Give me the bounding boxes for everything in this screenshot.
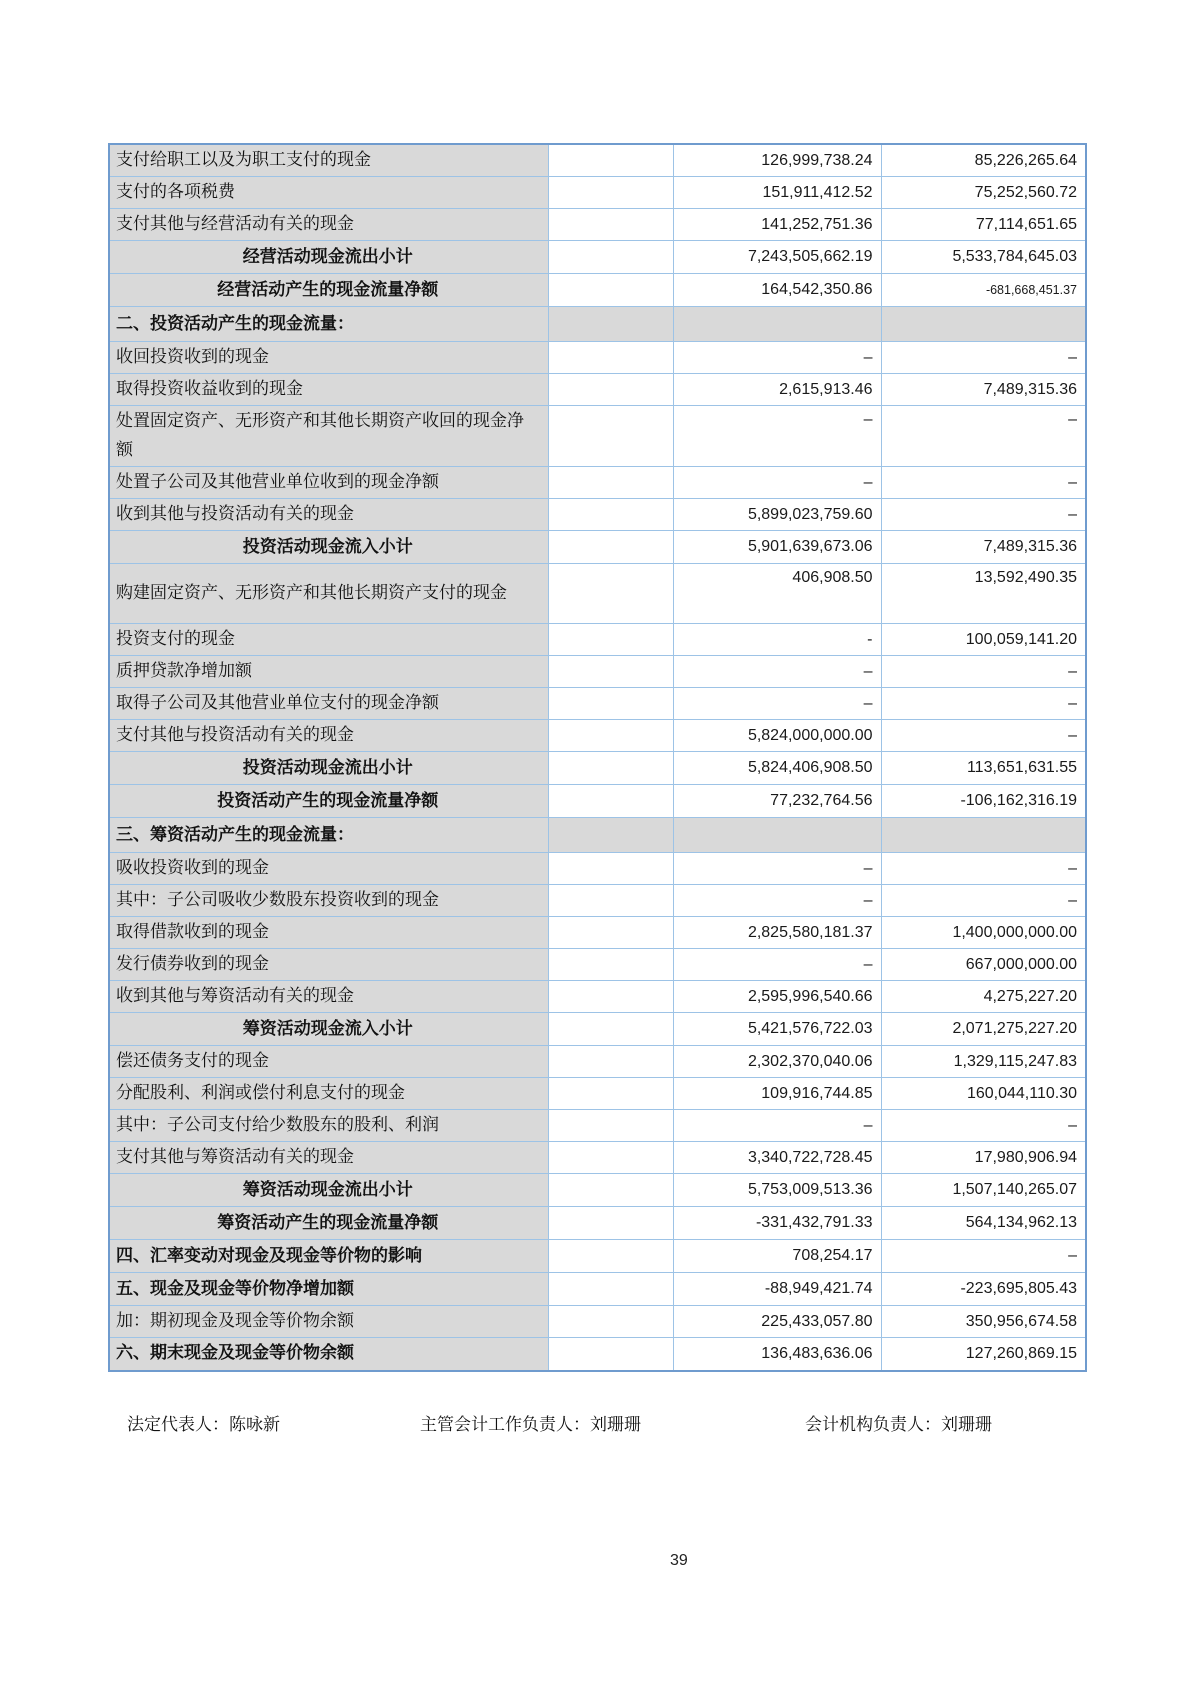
value-prior-period: 7,489,315.36 (881, 374, 1086, 406)
value-current-period: – (673, 949, 881, 981)
row-label: 取得子公司及其他营业单位支付的现金净额 (109, 688, 548, 720)
value-prior-period: – (881, 720, 1086, 752)
table-row (109, 307, 1086, 342)
value-prior-period: – (881, 342, 1086, 374)
value-current-period: 141,252,751.36 (673, 209, 881, 241)
value-prior-period: 7,489,315.36 (881, 531, 1086, 564)
row-label: 支付其他与经营活动有关的现金 (109, 209, 548, 241)
value-current-period: – (673, 467, 881, 499)
notes-cell (548, 499, 673, 531)
notes-cell (548, 1078, 673, 1110)
notes-cell (548, 981, 673, 1013)
value-prior-period: 85,226,265.64 (881, 144, 1086, 177)
table-row (109, 177, 1086, 209)
value-prior-period: – (881, 499, 1086, 531)
table-row (109, 1240, 1086, 1273)
signature-line (0, 1410, 1200, 1436)
value-current-period: 77,232,764.56 (673, 785, 881, 818)
value-current-period: – (673, 342, 881, 374)
value-current-period: 7,243,505,662.19 (673, 241, 881, 274)
table-row (109, 981, 1086, 1013)
value-prior-period: 5,533,784,645.03 (881, 241, 1086, 274)
value-prior-period: 127,260,869.15 (881, 1338, 1086, 1371)
row-label: 四、汇率变动对现金及现金等价物的影响 (109, 1240, 548, 1273)
notes-cell (548, 656, 673, 688)
row-label: 支付其他与筹资活动有关的现金 (109, 1142, 548, 1174)
value-current-period: 225,433,057.80 (673, 1306, 881, 1338)
table-row (109, 406, 1086, 467)
row-label: 收到其他与筹资活动有关的现金 (109, 981, 548, 1013)
row-label: 投资活动现金流入小计 (109, 531, 548, 564)
row-label: 处置固定资产、无形资产和其他长期资产收回的现金净额 (109, 406, 548, 467)
row-label: 取得借款收到的现金 (109, 917, 548, 949)
notes-cell (548, 531, 673, 564)
notes-cell (548, 406, 673, 467)
value-current-period: 3,340,722,728.45 (673, 1142, 881, 1174)
row-label: 支付的各项税费 (109, 177, 548, 209)
value-prior-period: -106,162,316.19 (881, 785, 1086, 818)
cash-flow-table-body (109, 144, 1086, 1371)
value-current-period: – (673, 688, 881, 720)
notes-cell (548, 342, 673, 374)
table-row (109, 499, 1086, 531)
table-row (109, 818, 1086, 853)
row-label: 投资活动现金流出小计 (109, 752, 548, 785)
table-row (109, 1207, 1086, 1240)
table-row (109, 885, 1086, 917)
value-prior-period: – (881, 885, 1086, 917)
value-prior-period: 113,651,631.55 (881, 752, 1086, 785)
row-label: 其中：子公司吸收少数股东投资收到的现金 (109, 885, 548, 917)
table-row (109, 209, 1086, 241)
value-current-period (673, 818, 881, 853)
table-row (109, 1338, 1086, 1371)
row-label: 二、投资活动产生的现金流量： (109, 307, 548, 342)
value-current-period: - (673, 624, 881, 656)
value-prior-period: -681,668,451.37 (881, 274, 1086, 307)
value-current-period: 5,824,000,000.00 (673, 720, 881, 752)
notes-cell (548, 177, 673, 209)
table-row (109, 949, 1086, 981)
table-row (109, 564, 1086, 624)
table-row (109, 1078, 1086, 1110)
row-label: 收到其他与投资活动有关的现金 (109, 499, 548, 531)
table-row (109, 752, 1086, 785)
value-prior-period: 75,252,560.72 (881, 177, 1086, 209)
table-row (109, 785, 1086, 818)
value-current-period: 2,302,370,040.06 (673, 1046, 881, 1078)
table-row (109, 656, 1086, 688)
value-prior-period: 564,134,962.13 (881, 1207, 1086, 1240)
value-current-period: 136,483,636.06 (673, 1338, 881, 1371)
table-row (109, 531, 1086, 564)
notes-cell (548, 1174, 673, 1207)
row-label: 投资活动产生的现金流量净额 (109, 785, 548, 818)
table-row (109, 342, 1086, 374)
table-row (109, 1110, 1086, 1142)
row-label: 吸收投资收到的现金 (109, 853, 548, 885)
value-current-period: 5,899,023,759.60 (673, 499, 881, 531)
value-current-period: 5,901,639,673.06 (673, 531, 881, 564)
value-current-period: 5,824,406,908.50 (673, 752, 881, 785)
notes-cell (548, 1046, 673, 1078)
value-current-period: 2,595,996,540.66 (673, 981, 881, 1013)
value-prior-period (881, 818, 1086, 853)
value-prior-period: – (881, 406, 1086, 467)
value-current-period: -88,949,421.74 (673, 1273, 881, 1306)
notes-cell (548, 1306, 673, 1338)
value-current-period: 109,916,744.85 (673, 1078, 881, 1110)
table-row (109, 274, 1086, 307)
row-label: 其中：子公司支付给少数股东的股利、利润 (109, 1110, 548, 1142)
value-prior-period: – (881, 467, 1086, 499)
notes-cell (548, 624, 673, 656)
value-prior-period: 100,059,141.20 (881, 624, 1086, 656)
notes-cell (548, 1240, 673, 1273)
row-label: 质押贷款净增加额 (109, 656, 548, 688)
notes-cell (548, 1207, 673, 1240)
row-label: 偿还债务支付的现金 (109, 1046, 548, 1078)
accounting-dept-head: 会计机构负责人：刘珊珊 (805, 1415, 992, 1435)
value-current-period: 5,421,576,722.03 (673, 1013, 881, 1046)
table-row (109, 1306, 1086, 1338)
legal-representative: 法定代表人：陈咏新 (127, 1415, 280, 1435)
row-label: 支付其他与投资活动有关的现金 (109, 720, 548, 752)
chief-accountant: 主管会计工作负责人：刘珊珊 (420, 1415, 641, 1435)
row-label: 筹资活动现金流出小计 (109, 1174, 548, 1207)
value-prior-period: – (881, 1110, 1086, 1142)
value-prior-period: 2,071,275,227.20 (881, 1013, 1086, 1046)
notes-cell (548, 307, 673, 342)
value-prior-period: 1,507,140,265.07 (881, 1174, 1086, 1207)
table-row (109, 1273, 1086, 1306)
value-current-period (673, 307, 881, 342)
value-current-period: 126,999,738.24 (673, 144, 881, 177)
value-current-period: 164,542,350.86 (673, 274, 881, 307)
value-prior-period: 1,400,000,000.00 (881, 917, 1086, 949)
row-label: 五、现金及现金等价物净增加额 (109, 1273, 548, 1306)
row-label: 分配股利、利润或偿付利息支付的现金 (109, 1078, 548, 1110)
row-label: 三、筹资活动产生的现金流量： (109, 818, 548, 853)
row-label: 经营活动现金流出小计 (109, 241, 548, 274)
value-current-period: 406,908.50 (673, 564, 881, 624)
value-current-period: – (673, 406, 881, 467)
cash-flow-table (108, 143, 1087, 1372)
notes-cell (548, 1338, 673, 1371)
notes-cell (548, 467, 673, 499)
value-prior-period: – (881, 688, 1086, 720)
table-row (109, 853, 1086, 885)
notes-cell (548, 853, 673, 885)
row-label: 支付给职工以及为职工支付的现金 (109, 144, 548, 177)
row-label: 经营活动产生的现金流量净额 (109, 274, 548, 307)
table-row (109, 688, 1086, 720)
notes-cell (548, 374, 673, 406)
notes-cell (548, 917, 673, 949)
row-label: 筹资活动现金流入小计 (109, 1013, 548, 1046)
notes-cell (548, 785, 673, 818)
row-label: 购建固定资产、无形资产和其他长期资产支付的现金 (109, 564, 548, 624)
value-current-period: 708,254.17 (673, 1240, 881, 1273)
value-prior-period: – (881, 656, 1086, 688)
page-number: 39 (670, 1552, 688, 1569)
notes-cell (548, 1142, 673, 1174)
table-row (109, 241, 1086, 274)
table-row (109, 144, 1086, 177)
row-label: 筹资活动产生的现金流量净额 (109, 1207, 548, 1240)
row-label: 投资支付的现金 (109, 624, 548, 656)
row-label: 发行债券收到的现金 (109, 949, 548, 981)
table-row (109, 720, 1086, 752)
value-prior-period: 1,329,115,247.83 (881, 1046, 1086, 1078)
value-prior-period: 13,592,490.35 (881, 564, 1086, 624)
table-row (109, 1046, 1086, 1078)
value-prior-period: -223,695,805.43 (881, 1273, 1086, 1306)
value-prior-period: 160,044,110.30 (881, 1078, 1086, 1110)
notes-cell (548, 1273, 673, 1306)
value-current-period: – (673, 656, 881, 688)
value-current-period: – (673, 853, 881, 885)
row-label: 六、期末现金及现金等价物余额 (109, 1338, 548, 1371)
table-row (109, 467, 1086, 499)
notes-cell (548, 720, 673, 752)
value-prior-period (881, 307, 1086, 342)
value-prior-period: – (881, 1240, 1086, 1273)
notes-cell (548, 1110, 673, 1142)
row-label: 处置子公司及其他营业单位收到的现金净额 (109, 467, 548, 499)
value-prior-period: 667,000,000.00 (881, 949, 1086, 981)
row-label: 取得投资收益收到的现金 (109, 374, 548, 406)
notes-cell (548, 274, 673, 307)
table-row (109, 1174, 1086, 1207)
row-label: 收回投资收到的现金 (109, 342, 548, 374)
notes-cell (548, 209, 673, 241)
notes-cell (548, 885, 673, 917)
value-current-period: -331,432,791.33 (673, 1207, 881, 1240)
notes-cell (548, 752, 673, 785)
value-current-period: – (673, 1110, 881, 1142)
value-current-period: 5,753,009,513.36 (673, 1174, 881, 1207)
table-row (109, 1013, 1086, 1046)
notes-cell (548, 818, 673, 853)
row-label: 加：期初现金及现金等价物余额 (109, 1306, 548, 1338)
notes-cell (548, 688, 673, 720)
value-current-period: 2,615,913.46 (673, 374, 881, 406)
notes-cell (548, 144, 673, 177)
table-row (109, 1142, 1086, 1174)
notes-cell (548, 564, 673, 624)
table-row (109, 374, 1086, 406)
table-row (109, 917, 1086, 949)
value-current-period: 151,911,412.52 (673, 177, 881, 209)
value-prior-period: 4,275,227.20 (881, 981, 1086, 1013)
value-prior-period: 17,980,906.94 (881, 1142, 1086, 1174)
value-prior-period: 77,114,651.65 (881, 209, 1086, 241)
table-row (109, 624, 1086, 656)
notes-cell (548, 241, 673, 274)
value-current-period: 2,825,580,181.37 (673, 917, 881, 949)
value-prior-period: 350,956,674.58 (881, 1306, 1086, 1338)
notes-cell (548, 1013, 673, 1046)
notes-cell (548, 949, 673, 981)
value-prior-period: – (881, 853, 1086, 885)
value-current-period: – (673, 885, 881, 917)
